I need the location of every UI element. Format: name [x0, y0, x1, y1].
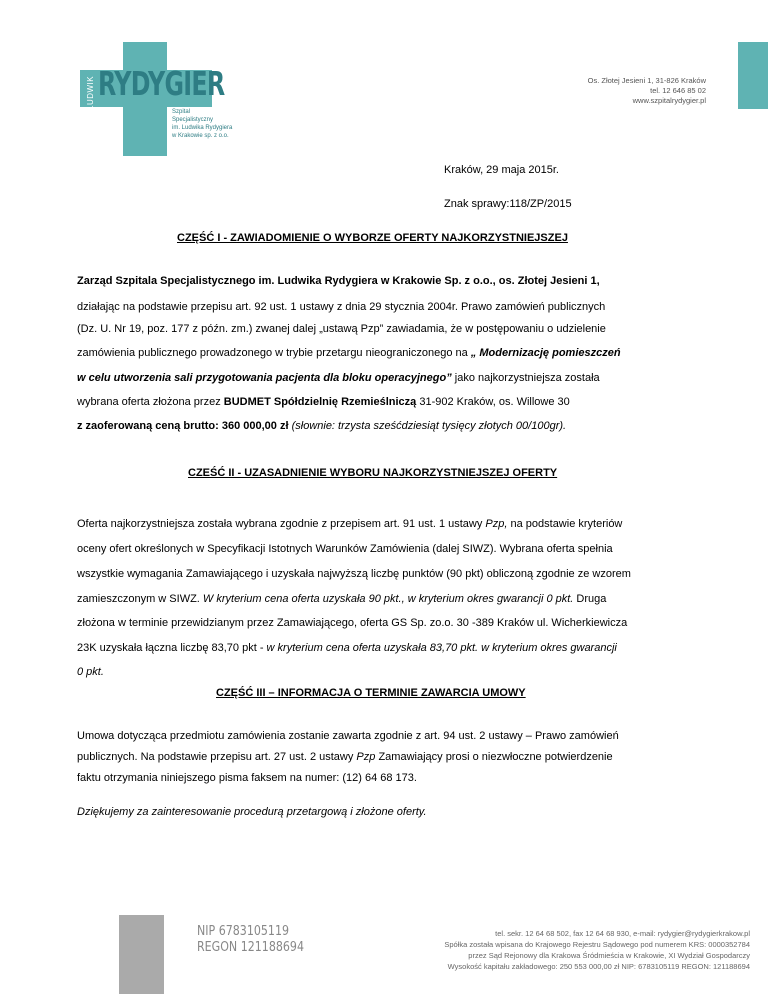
footer-company-info: tel. sekr. 12 64 68 502, fax 12 64 68 930, e-mail: rydygier@rydygierkrakow.pl Spółka została wpisana do Krajowego Rejestru Sądowego pod numerem KRS: 0000352784 przez Sąd Rejonowy dla Krakowa Śródmieścia w Krakowie, XI Wydział Gospodarczy Wysokość kapitału zakładowego: 250 553 000,00 zł NIP: 6783105119 REGON: 121188694 [444, 929, 750, 971]
part2-line-2: oceny ofert określonych w Specyfikacji Istotnych Warunków Zamówienia (dalej SIWZ). Wybrana oferta spełnia [77, 543, 613, 555]
part2-line-6: 23K uzyskała łączna liczbę 83,70 pkt - w kryterium cena oferta uzyskała 83,70 pkt. w kryterium okres gwarancji [77, 642, 617, 654]
part3-heading: CZĘŚĆ III – INFORMACJA O TERMINIE ZAWARCIA UMOWY [216, 687, 526, 699]
logo-name: RYDYGIER [98, 64, 225, 103]
place-date: Kraków, 29 maja 2015r. [444, 164, 559, 176]
part2-line-5: złożona w terminie przewidzianym przez Zamawiającego, oferta GS Sp. zo.o. 30 -389 Kraków ul. Wicherkiewicza [77, 617, 628, 629]
part2-line-3: wszystkie wymagania Zamawiającego i uzyskała najwyższą liczbę punktów (90 pkt) obliczoną zgodnie ze wzorem [77, 568, 631, 580]
part2-line-1: Oferta najkorzystniejsza została wybrana zgodnie z przepisem art. 91 ust. 1 ustawy Pzp, na podstawie kryteriów [77, 518, 623, 530]
part1-line-3: (Dz. U. Nr 19, poz. 177 z późn. zm.) zwanej dalej „ustawą Pzp” zawiadamia, że w postępowaniu o udzielenie [77, 323, 606, 335]
logo-first-name: LUDWIK [86, 75, 95, 110]
part2-line-7: 0 pkt. [77, 666, 104, 678]
footer-nip-regon: NIP 6783105119 REGON 121188694 [197, 924, 304, 955]
thanks-line: Dziękujemy za zainteresowanie procedurą przetargową i złożone oferty. [77, 806, 427, 818]
header-address: Os. Złotej Jesieni 1, 31-826 Kraków tel. 12 646 85 02 www.szpitalrydygier.pl [587, 76, 706, 105]
case-number: Znak sprawy:118/ZP/2015 [444, 198, 572, 210]
part1-line-6: wybrana oferta złożona przez BUDMET Spółdzielnię Rzemieślniczą 31-902 Kraków, os. Willowe 30 [77, 396, 570, 408]
part3-line-1: Umowa dotycząca przedmiotu zamówienia zostanie zawarta zgodnie z art. 94 ust. 2 ustawy – Prawo zamówień [77, 730, 619, 742]
part3-line-2: publicznych. Na podstawie przepisu art. 27 ust. 2 ustawy Pzp Zamawiający prosi o niezwłoczne potwierdzenie [77, 751, 613, 763]
part1-line-1: Zarząd Szpitala Specjalistycznego im. Ludwika Rydygiera w Krakowie Sp. z o.o., os. Złotej Jesieni 1, [77, 275, 600, 287]
part1-line-2: działając na podstawie przepisu art. 92 ust. 1 ustawy z dnia 29 stycznia 2004r. Prawo zamówień publicznych [77, 301, 606, 313]
part1-line-4: zamówienia publicznego prowadzonego w trybie przetargu nieograniczonego na „ Modernizację pomieszczeń [77, 347, 621, 359]
part2-heading: CZEŚĆ II - UZASADNIENIE WYBORU NAJKORZYSTNIEJSZEJ OFERTY [188, 467, 558, 479]
header-accent-bar [738, 42, 768, 109]
logo-subtitle: Szpital Specjalistyczny im. Ludwika Rydygiera w Krakowie sp. z o.o. [172, 109, 233, 139]
footer-accent-block [119, 915, 164, 994]
part1-line-7: z zaoferowaną ceną brutto: 360 000,00 zł (słownie: trzysta sześćdziesiąt tysięcy złotych 00/100gr). [77, 420, 567, 432]
part1-line-5: w celu utworzenia sali przygotowania pacjenta dla bloku operacyjnego” jako najkorzystniejsza została [77, 372, 600, 384]
part3-line-3: faktu otrzymania niniejszego pisma faksem na numer: (12) 64 68 173. [77, 772, 417, 784]
part2-line-4: zamieszczonym w SIWZ. W kryterium cena oferta uzyskała 90 pkt., w kryterium okres gwarancji 0 pkt. Druga [77, 593, 607, 605]
part1-heading: CZĘŚĆ I - ZAWIADOMIENIE O WYBORZE OFERTY NAJKORZYSTNIEJSZEJ [177, 232, 568, 244]
